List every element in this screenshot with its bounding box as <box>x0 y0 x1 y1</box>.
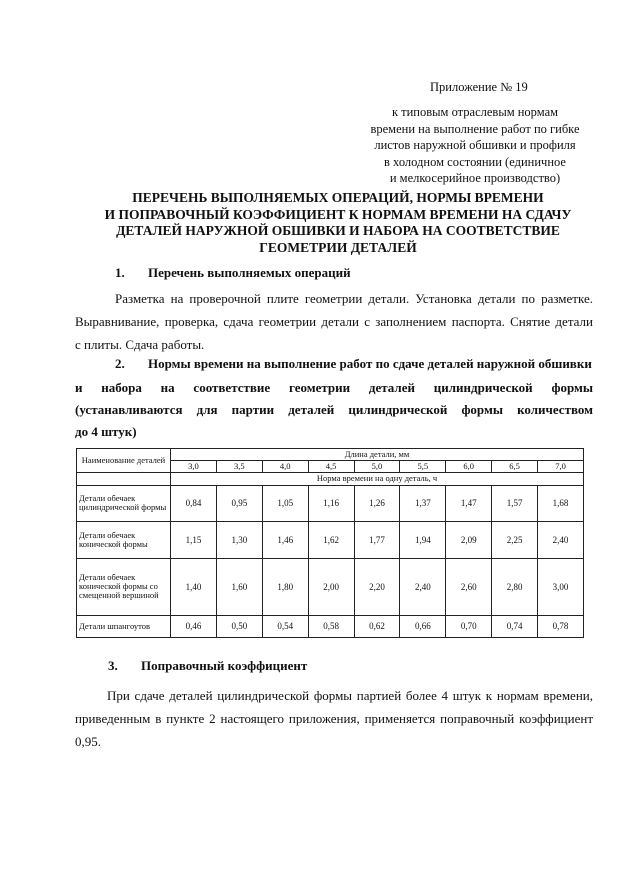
norm-header: Норма времени на одну деталь, ч <box>171 473 584 485</box>
text-line: 0,95. <box>75 734 101 749</box>
table-row <box>77 485 584 522</box>
value-cell: 2,20 <box>354 558 400 615</box>
name-header: Наименование деталей <box>77 449 171 473</box>
row-name: Детали обечаек цилиндрической формы <box>77 485 171 522</box>
title-line: ДЕТАЛЕЙ НАРУЖНОЙ ОБШИВКИ И НАБОРА НА СООТВЕТСТВИЕ <box>116 223 560 238</box>
value-cell: 0,74 <box>492 615 538 637</box>
value-cell: 0,78 <box>538 615 584 637</box>
length-cell: 7,0 <box>538 461 584 473</box>
document-title <box>90 190 586 256</box>
heading-line: и набора на соответствие геометрии деталей цилиндрической формы <box>75 380 593 395</box>
value-cell: 2,40 <box>400 558 446 615</box>
table-row <box>77 522 584 559</box>
value-cell: 1,94 <box>400 522 446 559</box>
length-cell: 4,0 <box>262 461 308 473</box>
length-cell: 3,0 <box>171 461 217 473</box>
value-cell: 1,47 <box>446 485 492 522</box>
annex-subtitle-line: и мелкосерийное производство) <box>389 171 561 185</box>
value-cell: 1,62 <box>308 522 354 559</box>
value-cell: 2,09 <box>446 522 492 559</box>
section-1-text <box>75 287 593 356</box>
row-name: Детали шпангоутов <box>77 615 171 637</box>
section-number: 3. <box>108 658 118 673</box>
value-cell: 1,30 <box>216 522 262 559</box>
value-cell: 0,58 <box>308 615 354 637</box>
norms-table <box>76 448 584 638</box>
value-cell: 2,00 <box>308 558 354 615</box>
length-cell: 6,0 <box>446 461 492 473</box>
value-cell: 3,00 <box>538 558 584 615</box>
value-cell: 1,05 <box>262 485 308 522</box>
annex-subtitle-line: листов наружной обшивки и профиля <box>374 138 576 152</box>
text-line: При сдаче деталей цилиндрической формы партией более 4 штук к нормам времени, <box>107 688 593 703</box>
section-number: 2. <box>115 356 125 371</box>
length-cell: 5,0 <box>354 461 400 473</box>
value-cell: 0,84 <box>171 485 217 522</box>
annex-subtitle-line: в холодном состоянии (единичное <box>384 154 566 169</box>
annex-subtitle-line: к типовым отраслевым нормам <box>391 105 559 119</box>
annex-title: Приложение № 19 <box>430 80 528 94</box>
title-line: ГЕОМЕТРИИ ДЕТАЛЕЙ <box>259 239 417 255</box>
row-name: Детали обечаек конической формы <box>77 522 171 559</box>
value-cell: 1,57 <box>492 485 538 522</box>
value-cell: 0,54 <box>262 615 308 637</box>
value-cell: 1,40 <box>171 558 217 615</box>
annex-subtitle <box>355 104 595 187</box>
value-cell: 1,68 <box>538 485 584 522</box>
length-cell: 5,5 <box>400 461 446 473</box>
value-cell: 0,70 <box>446 615 492 637</box>
section-2-heading-cont <box>75 377 593 443</box>
value-cell: 1,77 <box>354 522 400 559</box>
value-cell: 1,37 <box>400 485 446 522</box>
value-cell: 1,15 <box>171 522 217 559</box>
value-cell: 2,80 <box>492 558 538 615</box>
section-title: Перечень выполняемых операций <box>148 265 351 280</box>
section-3-text <box>75 684 593 753</box>
table-row <box>77 558 584 615</box>
length-header: Длина детали, мм <box>171 449 584 461</box>
title-line: ПЕРЕЧЕНЬ ВЫПОЛНЯЕМЫХ ОПЕРАЦИЙ, НОРМЫ ВРЕМЕНИ <box>132 190 544 205</box>
text-line: Выравнивание, проверка, сдача геометрии детали с заполнением паспорта. Снятие детали <box>75 314 593 329</box>
value-cell: 2,25 <box>492 522 538 559</box>
text-line: Разметка на проверочной плите геометрии детали. Установка детали по разметке. <box>115 291 593 306</box>
table-row <box>77 615 584 637</box>
value-cell: 2,40 <box>538 522 584 559</box>
value-cell: 1,60 <box>216 558 262 615</box>
text-line: приведенным в пункте 2 настоящего приложения, применяется поправочный коэффициент <box>75 711 593 726</box>
length-cell: 6,5 <box>492 461 538 473</box>
length-cell: 4,5 <box>308 461 354 473</box>
value-cell: 0,46 <box>171 615 217 637</box>
text-line: с плиты. Сдача работы. <box>75 337 205 352</box>
section-title: Поправочный коэффициент <box>141 658 308 673</box>
empty-cell <box>77 473 171 485</box>
value-cell: 1,26 <box>354 485 400 522</box>
value-cell: 0,62 <box>354 615 400 637</box>
row-name: Детали обечаек конической формы со смещенной вершиной <box>77 558 171 615</box>
title-line: И ПОПРАВОЧНЫЙ КОЭФФИЦИЕНТ К НОРМАМ ВРЕМЕНИ НА СДАЧУ <box>104 206 572 222</box>
value-cell: 1,80 <box>262 558 308 615</box>
value-cell: 0,50 <box>216 615 262 637</box>
heading-line: до 4 штук) <box>75 424 137 439</box>
annex-subtitle-line: времени на выполнение работ по гибке <box>370 121 580 136</box>
value-cell: 2,60 <box>446 558 492 615</box>
value-cell: 1,46 <box>262 522 308 559</box>
value-cell: 0,66 <box>400 615 446 637</box>
length-cell: 3,5 <box>216 461 262 473</box>
value-cell: 1,16 <box>308 485 354 522</box>
value-cell: 0,95 <box>216 485 262 522</box>
section-title: Нормы времени на выполнение работ по сдаче деталей наружной обшивки <box>148 356 592 371</box>
heading-line: (устанавливаются для партии деталей цилиндрической формы количеством <box>75 402 593 417</box>
section-number: 1. <box>115 265 125 280</box>
